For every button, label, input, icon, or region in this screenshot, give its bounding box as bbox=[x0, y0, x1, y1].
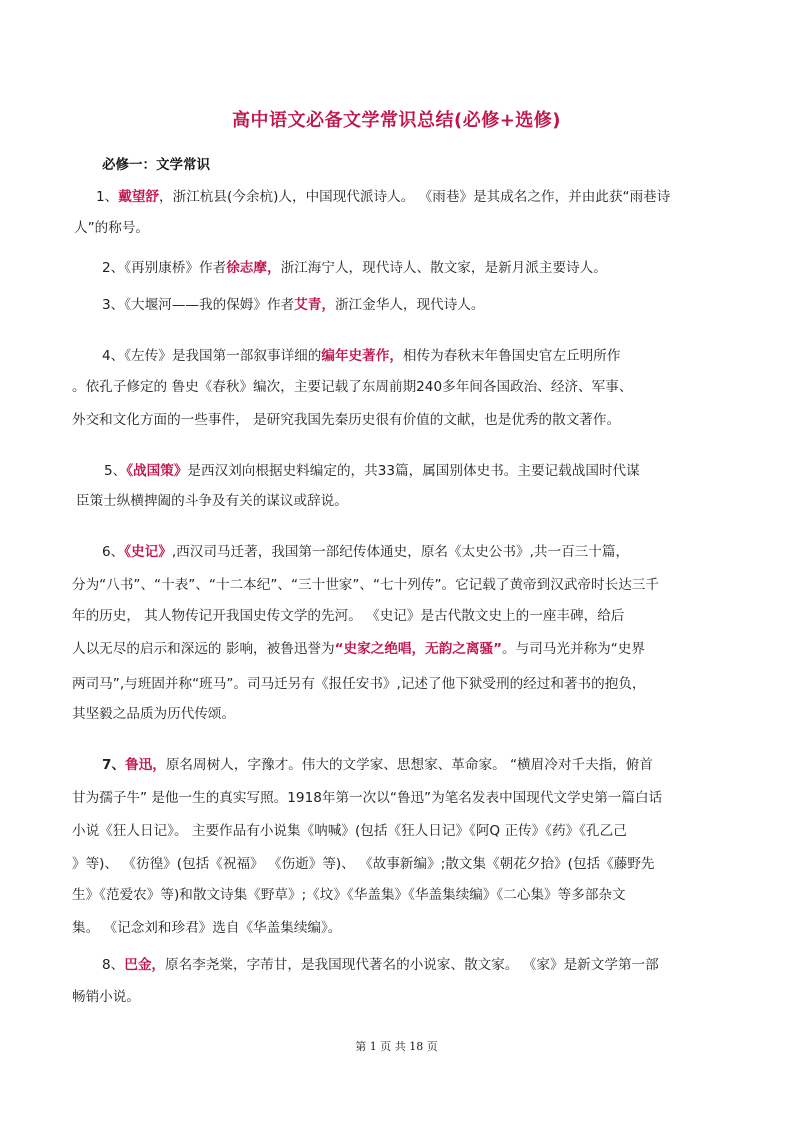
entry-6-line-2: 分为“八书”、“十表”、“十二本纪”、“三十世家”、“七十列传”。它记载了黄帝到汉武帝时长达三千 bbox=[72, 577, 659, 593]
entry-4-line-1: 4、《左传》是我国第一部叙事详细的编年史著作，相传为春秋末年鲁国史官左丘明所作 bbox=[102, 348, 621, 364]
entry-2-line-1: 2、《再别康桥》作者徐志摩，浙江海宁人，现代诗人、散文家，是新月派主要诗人。 bbox=[102, 260, 607, 276]
page-footer: 第 1 页 共 18 页 bbox=[355, 1040, 438, 1053]
entry-3-line-1: 3、《大堰河——我的保姆》作者艾青，浙江金华人，现代诗人。 bbox=[102, 297, 485, 313]
entry-7-line-1: 7、鲁迅，原名周树人，字豫才。伟大的文学家、思想家、革命家。 “横眉冷对千夫指，俯首 bbox=[102, 757, 653, 773]
page-title: 高中语文必备文学常识总结(必修+选修) bbox=[231, 110, 562, 131]
entry-7-line-5: 生》《范爱农》等)和散文诗集《野草》;《坟》《华盖集》《华盖集续编》《二心集》等多部杂文 bbox=[72, 887, 626, 903]
entry-5-line-2: 臣策士纵横捭阖的斗争及有关的谋议或辞说。 bbox=[76, 493, 348, 509]
author-name: 鲁迅， bbox=[125, 757, 166, 773]
entry-6-line-4: 人以无尽的启示和深远的 影响，被鲁迅誉为“史家之绝唱，无韵之离骚”。与司马光并称为“史界 bbox=[72, 641, 645, 657]
entry-8-line-2: 畅销小说。 bbox=[72, 989, 140, 1005]
author-name: 巴金， bbox=[124, 957, 166, 973]
entry-6-line-6: 其坚毅之品质为历代传颂。 bbox=[72, 706, 236, 722]
highlight-term: 编年史著作， bbox=[321, 348, 403, 364]
author-name: 戴望舒 bbox=[118, 189, 160, 205]
entry-6-line-1: 6、《史记》,西汉司马迁著，我国第一部纪传体通史，原名《太史公书》,共一百三十篇， bbox=[102, 544, 630, 560]
entry-1-line-2: 人”的称号。 bbox=[74, 220, 150, 236]
entry-4-line-2: 。依孔子修定的 鲁史《春秋》编次，主要记载了东周前期240多年间各国政治、经济、军事、 bbox=[72, 379, 633, 395]
entry-7-line-3: 小说《狂人日记》。 主要作品有小说集《呐喊》(包括《狂人日记》《阿Q 正传》《药》《孔乙己 bbox=[72, 823, 627, 839]
entry-6-line-5: 两司马”,与班固并称“班马”。司马迁另有《报任安书》,记述了他下狱受刑的经过和著书的抱负， bbox=[72, 676, 646, 692]
entry-5-line-1: 5、《战国策》是西汉刘向根据史料编定的，共33篇，属国别体史书。主要记载战国时代谋 bbox=[104, 463, 640, 479]
entry-7-line-2: 甘为孺子牛” 是他一生的真实写照。1918年第一次以“鲁迅”为笔名发表中国现代文学史第一篇白话 bbox=[72, 790, 663, 806]
entry-7-line-4: 》等)、 《彷徨》(包括《祝福》 《伤逝》等)、 《故事新编》;散文集《朝花夕拾》(包括《藤野先 bbox=[72, 856, 655, 872]
highlight-term: 《战国策》 bbox=[126, 463, 188, 479]
highlight-term: “史家之绝唱，无韵之离骚” bbox=[334, 641, 503, 657]
entry-6-line-3: 年的历史， 其人物传记开我国史传文学的先河。 《史记》是古代散文史上的一座丰碑，给后 bbox=[72, 608, 625, 624]
author-name: 徐志摩， bbox=[226, 260, 281, 276]
section-heading: 必修一：文学常识 bbox=[102, 157, 210, 173]
entry-7-line-6: 集。 《记念刘和珍君》选自《华盖集续编》。 bbox=[72, 920, 342, 936]
highlight-term: 《史记》 bbox=[124, 544, 172, 560]
entry-8-line-1: 8、巴金，原名李尧棠，字芾甘，是我国现代著名的小说家、散文家。 《家》是新文学第一部 bbox=[102, 957, 659, 973]
entry-4-line-3: 外交和文化方面的一些事件， 是研究我国先秦历史很有价值的文献，也是优秀的散文著作。 bbox=[72, 412, 621, 428]
entry-1-line-1: 1、戴望舒，浙江杭县(今余杭)人，中国现代派诗人。 《雨巷》是其成名之作，并由此获“雨巷诗 bbox=[96, 189, 671, 205]
author-name: 艾青， bbox=[294, 297, 335, 313]
